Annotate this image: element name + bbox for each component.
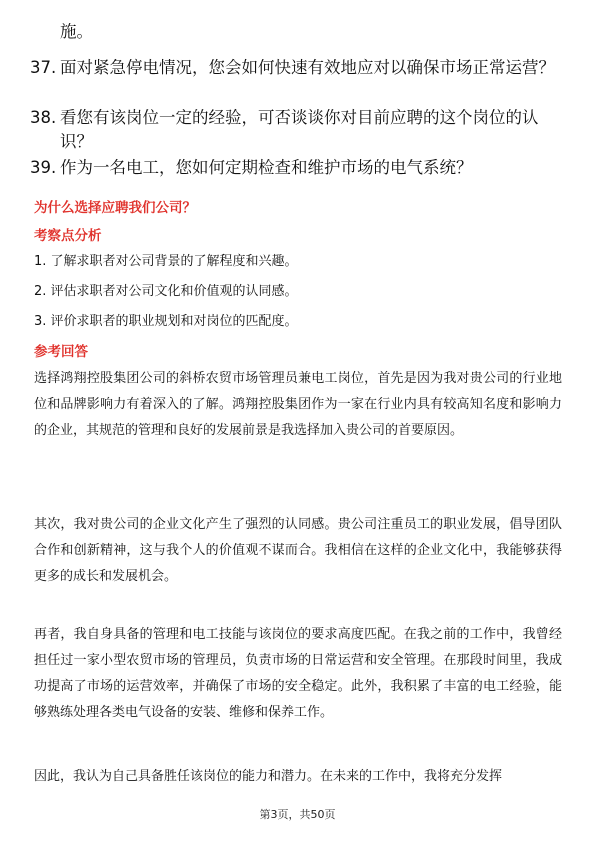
analysis-item: 1. 了解求职者对公司背景的了解程度和兴趣。 [34, 254, 298, 269]
page-footer: 第3页，共50页 [259, 808, 336, 821]
answer-paragraph: 再者，我自身具备的管理和电工技能与该岗位的要求高度匹配。在我之前的工作中，我曾经担任过一家小型农贸市场的管理员，负责市场的日常运营和安全管理。在那段时间里，我成功提高了市场的运营效率，并确保了市场的安全稳定。此外，我积累了丰富的电工经验，能够熟练处理各类电气设备的安装、维修和保养工作。 [34, 627, 562, 720]
section-title: 为什么选择应聘我们公司？ [34, 200, 196, 216]
analysis-item: 2. 评估求职者对公司文化和价值观的认同感。 [34, 284, 298, 299]
question-number: 38. [30, 108, 57, 127]
question-text: 看您有该岗位一定的经验，可否谈谈你对目前应聘的这个岗位的认识？ [60, 108, 539, 151]
analysis-heading: 考察点分析 [34, 228, 102, 244]
question-text: 面对紧急停电情况，您会如何快速有效地应对以确保市场正常运营？ [60, 58, 555, 77]
answer-heading: 参考回答 [34, 344, 88, 360]
analysis-item: 3. 评价求职者的职业规划和对岗位的匹配度。 [34, 314, 298, 329]
continuation-text: 施。 [60, 22, 93, 41]
answer-paragraph: 因此，我认为自己具备胜任该岗位的能力和潜力。在未来的工作中，我将充分发挥 [34, 769, 503, 784]
question-number: 37. [30, 58, 57, 77]
question-number: 39. [30, 158, 57, 177]
answer-paragraph: 选择鸿翔控股集团公司的斜桥农贸市场管理员兼电工岗位，首先是因为我对贵公司的行业地位和品牌影响力有着深入的了解。鸿翔控股集团作为一家在行业内具有较高知名度和影响力的企业，其规范的管理和良好的发展前景是我选择加入贵公司的首要原因。 [34, 371, 562, 438]
question-text: 作为一名电工，您如何定期检查和维护市场的电气系统？ [60, 158, 473, 177]
answer-paragraph: 其次，我对贵公司的企业文化产生了强烈的认同感。贵公司注重员工的职业发展，倡导团队合作和创新精神，这与我个人的价值观不谋而合。我相信在这样的企业文化中，我能够获得更多的成长和发展机会。 [34, 517, 562, 584]
